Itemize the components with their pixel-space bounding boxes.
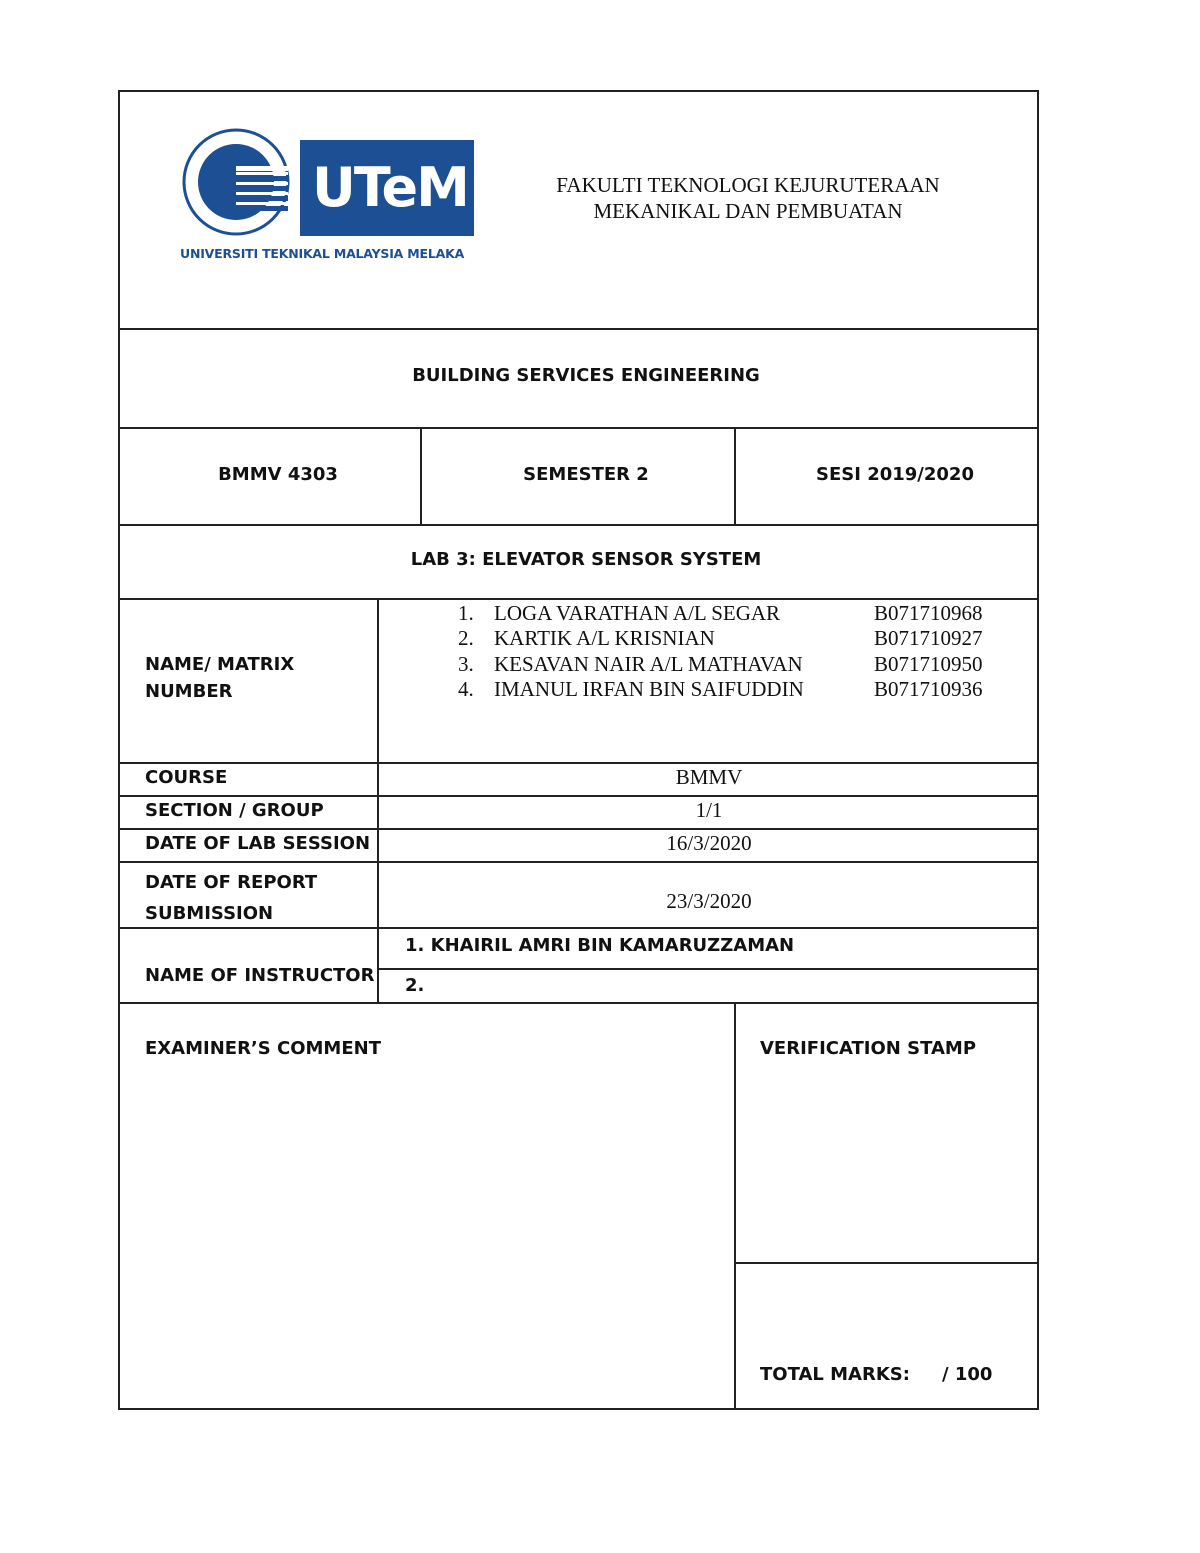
students-label-line-2: NUMBER: [145, 681, 233, 702]
student-number: 1.: [458, 601, 474, 625]
divider: [118, 762, 1039, 764]
lab-date-value: 16/3/2020: [666, 831, 752, 855]
report-date-value: 23/3/2020: [666, 889, 752, 913]
faculty-name: [500, 172, 996, 224]
university-caption: UNIVERSITI TEKNIKAL MALAYSIA MELAKA: [180, 246, 465, 261]
instructor-2: 2.: [405, 975, 425, 996]
student-row: [458, 677, 1018, 702]
faculty-line-2: MEKANIKAL DAN PEMBUATAN: [593, 199, 903, 223]
total-marks-max: / 100: [942, 1364, 993, 1385]
cover-sheet-frame: [118, 90, 1039, 1410]
student-number: 4.: [458, 677, 474, 701]
students-label-line-1: NAME/ MATRIX: [145, 654, 295, 675]
student-name: KARTIK A/L KRISNIAN: [494, 626, 715, 650]
divider: [118, 795, 1039, 797]
utem-wordmark-text: UTeM: [312, 152, 462, 224]
divider: [118, 828, 1039, 830]
section-value: 1/1: [695, 798, 723, 822]
student-matrix: B071710927: [874, 626, 983, 650]
student-matrix: B071710950: [874, 652, 983, 676]
divider: [118, 524, 1039, 526]
student-name: KESAVAN NAIR A/L MATHAVAN: [494, 652, 803, 676]
course-label: COURSE: [145, 767, 228, 788]
utem-seal-logo: [180, 126, 292, 238]
utem-wordmark-logo: [300, 140, 474, 236]
course-value: BMMV: [675, 765, 743, 789]
divider: [118, 427, 1039, 429]
lab-date-label: DATE OF LAB SESSION: [145, 833, 371, 854]
lab-title: LAB 3: ELEVATOR SENSOR SYSTEM: [410, 549, 762, 570]
student-matrix: B071710968: [874, 601, 983, 625]
divider: [118, 328, 1039, 330]
session: SESI 2019/2020: [816, 464, 974, 485]
student-name: IMANUL IRFAN BIN SAIFUDDIN: [494, 677, 804, 701]
course-code: BMMV 4303: [218, 464, 338, 485]
student-row: [458, 652, 1018, 677]
student-name: LOGA VARATHAN A/L SEGAR: [494, 601, 781, 625]
student-matrix: B071710936: [874, 677, 983, 701]
report-date-label-line-2: SUBMISSION: [145, 903, 274, 924]
faculty-line-1: FAKULTI TEKNOLOGI KEJURUTERAAN: [556, 173, 940, 197]
examiner-comment-label: EXAMINER’S COMMENT: [145, 1038, 381, 1059]
divider: [734, 1002, 736, 1410]
divider: [378, 968, 1039, 970]
instructor-1: 1. KHAIRIL AMRI BIN KAMARUZZAMAN: [405, 935, 795, 956]
divider: [118, 861, 1039, 863]
students-label: [145, 651, 294, 705]
student-number: 3.: [458, 652, 474, 676]
student-row: [458, 626, 1018, 651]
verification-stamp-label: VERIFICATION STAMP: [760, 1038, 977, 1059]
subject-title: BUILDING SERVICES ENGINEERING: [412, 365, 760, 386]
report-date-label: [145, 867, 317, 929]
divider: [118, 598, 1039, 600]
section-label: SECTION / GROUP: [145, 800, 324, 821]
student-row: [458, 601, 1018, 626]
divider: [118, 1002, 1039, 1004]
instructor-label: NAME OF INSTRUCTOR: [145, 965, 375, 986]
student-number: 2.: [458, 626, 474, 650]
report-date-label-line-1: DATE OF REPORT: [145, 872, 318, 893]
total-marks-label: TOTAL MARKS:: [760, 1364, 910, 1385]
divider: [734, 1262, 1039, 1264]
semester: SEMESTER 2: [523, 464, 649, 485]
